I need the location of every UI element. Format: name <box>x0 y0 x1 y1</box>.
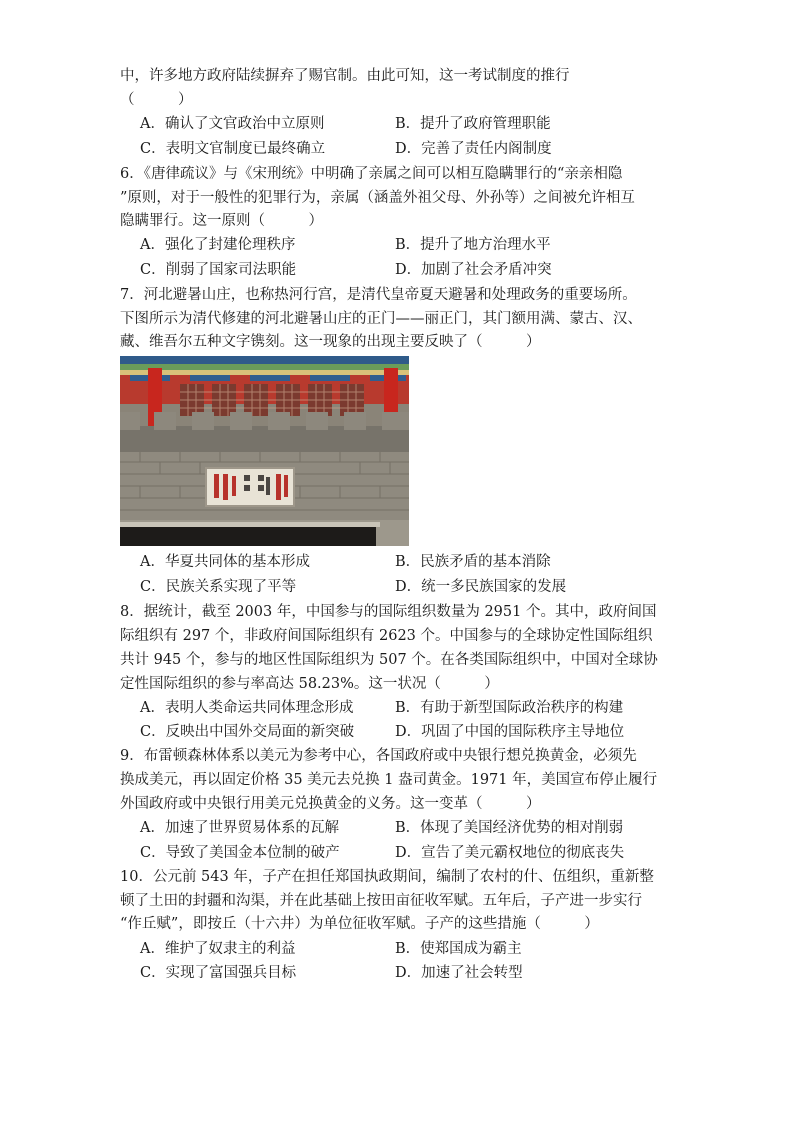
q7-stem-line-3: 藏、维吾尔五种文字镌刻。这一现象的出现主要反映了（ ） <box>120 334 541 350</box>
q5-option-c: C．表明文官制度已最终确立 <box>140 141 326 157</box>
q5-option-d: D．完善了责任内阁制度 <box>395 141 552 157</box>
q6-stem-line-2: ”原则，对于一般性的犯罪行为，亲属（涵盖外祖父母、外孙等）之间被允许相互 <box>120 190 635 206</box>
lizheng-gate-photo <box>120 356 409 546</box>
q7-stem-line-1: 7．河北避暑山庄，也称热河行宫，是清代皇帝夏天避暑和处理政务的重要场所。 <box>120 287 637 303</box>
q9-stem-line-1: 9．布雷顿森林体系以美元为参考中心，各国政府或中央银行想兑换黄金，必须先 <box>120 748 637 764</box>
q8-option-b: B．有助于新型国际政治秩序的构建 <box>395 700 624 716</box>
q9-option-c: C．导致了美国金本位制的破产 <box>140 845 340 861</box>
q6-option-a: A．强化了封建伦理秩序 <box>140 237 296 253</box>
q6-option-d: D．加剧了社会矛盾冲突 <box>395 262 552 278</box>
q9-option-a: A．加速了世界贸易体系的瓦解 <box>140 820 339 836</box>
q9-stem-line-3: 外国政府或中央银行用美元兑换黄金的义务。这一变革（ ） <box>120 796 541 812</box>
q8-stem-line-2: 际组织有 297 个，非政府间国际组织有 2623 个。中国参与的全球协定性国际组织 <box>120 628 653 644</box>
q9-stem-line-2: 换成美元，再以固定价格 35 美元去兑换 1 盎司黄金。1971 年，美国宣布停止履行 <box>120 772 658 788</box>
q5-option-a: A．确认了文官政治中立原则 <box>140 116 325 132</box>
q9-option-b: B．体现了美国经济优势的相对削弱 <box>395 820 624 836</box>
q8-stem-line-3: 共计 945 个，参与的地区性国际组织为 507 个。在各类国际组织中，中国对全球协 <box>120 652 658 668</box>
q8-option-d: D．巩固了中国的国际秩序主导地位 <box>395 724 625 740</box>
q7-option-d: D．统一多民族国家的发展 <box>395 579 567 595</box>
q10-stem-line-1: 10．公元前 543 年，子产在担任郑国执政期间，编制了农村的什、伍组织，重新整 <box>120 869 654 885</box>
q8-option-c: C．反映出中国外交局面的新突破 <box>140 724 355 740</box>
q10-option-d: D．加速了社会转型 <box>395 965 523 981</box>
q5-answer-blank: （ ） <box>120 92 193 108</box>
q10-option-b: B．使郑国成为霸主 <box>395 941 522 957</box>
q8-option-a: A．表明人类命运共同体理念形成 <box>140 700 354 716</box>
q10-option-a: A．维护了奴隶主的利益 <box>140 941 296 957</box>
q10-stem-line-2: 顿了土田的封疆和沟渠，并在此基础上按田亩征收军赋。五年后，子产进一步实行 <box>120 893 642 909</box>
q5-stem-line-1: 中，许多地方政府陆续摒弃了赐官制。由此可知，这一考试制度的推行 <box>120 68 570 84</box>
q10-option-c: C．实现了富国强兵目标 <box>140 965 297 981</box>
q6-stem-line-1: 6．《唐律疏议》与《宋刑统》中明确了亲属之间可以相互隐瞒罪行的“亲亲相隐 <box>120 166 623 182</box>
q9-option-d: D．宣告了美元霸权地位的彻底丧失 <box>395 845 625 861</box>
q6-stem-line-3: 隐瞒罪行。这一原则（ ） <box>120 213 323 229</box>
q7-option-b: B．民族矛盾的基本消除 <box>395 554 551 570</box>
q6-option-b: B．提升了地方治理水平 <box>395 237 551 253</box>
q6-option-c: C．削弱了国家司法职能 <box>140 262 297 278</box>
q7-option-c: C．民族关系实现了平等 <box>140 579 297 595</box>
q7-stem-line-2: 下图所示为清代修建的河北避暑山庄的正门——丽正门，其门额用满、蒙古、汉、 <box>120 311 642 327</box>
q7-option-a: A．华夏共同体的基本形成 <box>140 554 310 570</box>
q10-stem-line-3: “作丘赋”，即按丘（十六井）为单位征收军赋。子产的这些措施（ ） <box>120 916 599 932</box>
q8-stem-line-4: 定性国际组织的参与率高达 58.23%。这一状况（ ） <box>120 676 499 692</box>
q8-stem-line-1: 8．据统计，截至 2003 年，中国参与的国际组织数量为 2951 个。其中，政府间国 <box>120 604 657 620</box>
q5-option-b: B．提升了政府管理职能 <box>395 116 551 132</box>
